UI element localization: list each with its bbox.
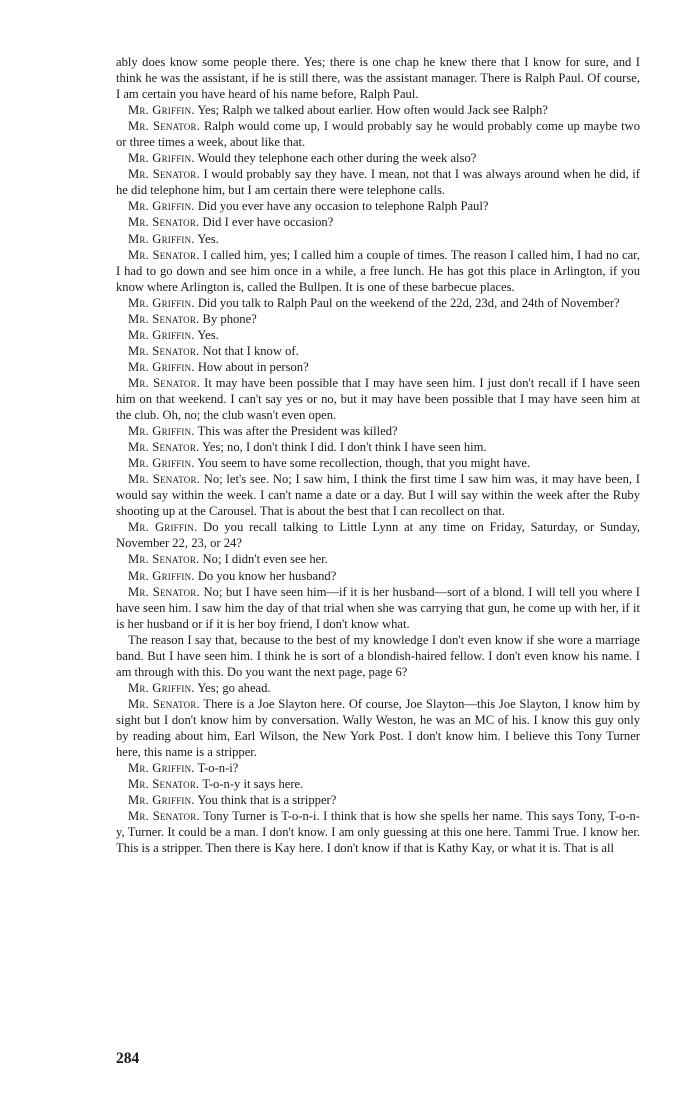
speaker-label: Mr. Senator. xyxy=(128,440,200,455)
speaker-label: Mr. Senator. xyxy=(128,215,200,230)
paragraph-text: Yes; go ahead. xyxy=(197,680,271,695)
paragraph-text: T-o-n-y it says here. xyxy=(202,777,304,792)
transcript-paragraph xyxy=(116,166,640,198)
paragraph-text: It may have been possible that I may have seen him. I just don't recall if I have seen him on that weekend. I can't say yes or no, but it may have been possible that I may have seen him at the club. Oh, no; the club wasn't even open. xyxy=(116,375,640,423)
paragraph-text: Yes; Ralph we talked about earlier. How often would Jack see Ralph? xyxy=(197,103,548,118)
paragraph-text: No; let's see. No; I saw him, I think the first time I saw him was, it may have been, I would say within the week. I can't name a date or a day. But I will say within the week after the Ruby shooting up at the Carousel. That is about the best that I can recollect on that. xyxy=(116,472,640,519)
transcript-paragraph xyxy=(116,54,640,102)
speaker-label: Mr. Senator. xyxy=(128,809,200,824)
paragraph-text: Would they telephone each other during the week also? xyxy=(197,151,477,166)
paragraph-text: Do you recall talking to Little Lynn at any time on Friday, Saturday, or Sunday, November 22, 23, or 24? xyxy=(116,520,640,551)
speaker-label: Mr. Griffin. xyxy=(128,680,195,695)
paragraph-text: By phone? xyxy=(202,311,257,326)
transcript-paragraph xyxy=(116,471,640,519)
speaker-label: Mr. Griffin. xyxy=(128,520,198,535)
speaker-label: Mr. Senator. xyxy=(128,375,201,390)
paragraph-text: This was after the President was killed? xyxy=(197,424,398,439)
paragraph-text: Not that I know of. xyxy=(202,343,299,358)
transcript-body xyxy=(116,54,640,856)
paragraph-text: Did you talk to Ralph Paul on the weekend of the 22d, 23d, and 24th of November? xyxy=(197,295,620,310)
page-number: 284 xyxy=(116,1050,140,1067)
transcript-paragraph xyxy=(116,551,640,567)
transcript-paragraph xyxy=(116,375,640,423)
paragraph-text: No; I didn't even see her. xyxy=(202,552,328,567)
transcript-paragraph xyxy=(116,311,640,327)
speaker-label: Mr. Senator. xyxy=(128,696,200,711)
speaker-label: Mr. Senator. xyxy=(128,584,200,599)
transcript-paragraph xyxy=(116,455,640,471)
speaker-label: Mr. Senator. xyxy=(128,552,200,567)
speaker-label: Mr. Senator. xyxy=(128,343,200,358)
transcript-paragraph xyxy=(116,439,640,455)
transcript-paragraph xyxy=(116,696,640,760)
transcript-paragraph xyxy=(116,632,640,680)
paragraph-text: There is a Joe Slayton here. Of course, Joe Slayton—this Joe Slayton, I know him by sight but I don't know him by conversation. Wally Weston, he was an MC of his. I know this guy only by reading about him, Earl Wilson, the New York Post. I don't know him. I believe this Tony Turner here, this name is a stripper. xyxy=(116,696,641,760)
transcript-paragraph xyxy=(116,247,640,295)
speaker-label: Mr. Griffin. xyxy=(128,151,195,166)
paragraph-text: I called him, yes; I called him a couple of times. The reason I called him, I had no car, I had to go down and see him once in a while, a free lunch. He has got this place in Arlington, if you know where Arlington is, called the Bullpen. It is one of these barbecue places. xyxy=(116,247,640,294)
paragraph-text: ably does know some people there. Yes; there is one chap he knew there that I know for sure, and I think he was the assistant, if he is still there, was the assistant manager. There is Ralph Paul. Of course, I am certain you have heard of his name before, Ralph Paul. xyxy=(116,55,640,102)
transcript-paragraph xyxy=(116,150,640,166)
paragraph-text: Tony Turner is T-o-n-i. I think that is how she spells her name. This says Tony, T-o-n-y, Turner. It could be a man. I don't know. I am only guessing at this one here. Tammi True. I know her. This is a stripper. Then there is Kay here. I don't know if that is Kathy Kay, or what it is. That is all xyxy=(116,809,640,856)
paragraph-text: Did you ever have any occasion to telephone Ralph Paul? xyxy=(197,199,489,214)
paragraph-text: Do you know her husband? xyxy=(197,568,337,583)
speaker-label: Mr. Senator. xyxy=(128,247,200,262)
transcript-paragraph xyxy=(116,568,640,584)
paragraph-text: Yes; no, I don't think I did. I don't think I have seen him. xyxy=(202,440,487,455)
paragraph-text: How about in person? xyxy=(197,359,309,374)
transcript-paragraph xyxy=(116,680,640,696)
speaker-label: Mr. Senator. xyxy=(128,311,200,326)
transcript-paragraph xyxy=(116,519,640,551)
transcript-paragraph xyxy=(116,423,640,439)
speaker-label: Mr. Griffin. xyxy=(128,761,195,776)
transcript-paragraph xyxy=(116,102,640,118)
transcript-paragraph xyxy=(116,792,640,808)
transcript-paragraph xyxy=(116,760,640,776)
transcript-paragraph xyxy=(116,584,640,632)
speaker-label: Mr. Griffin. xyxy=(128,295,195,310)
transcript-paragraph xyxy=(116,295,640,311)
speaker-label: Mr. Griffin. xyxy=(128,424,195,439)
transcript-paragraph xyxy=(116,343,640,359)
transcript-paragraph xyxy=(116,214,640,230)
paragraph-text: T-o-n-i? xyxy=(197,761,239,776)
paragraph-text: The reason I say that, because to the best of my knowledge I don't even know if she wore a marriage band. But I have seen him. I think he is sort of a blondish-haired fellow. I don't even know his name. I am through with this. Do you want the next page, page 6? xyxy=(116,632,640,679)
paragraph-text: Ralph would come up, I would probably say he would probably come up maybe two or three times a week, about like that. xyxy=(116,119,640,150)
transcript-paragraph xyxy=(116,808,640,856)
paragraph-text: Yes. xyxy=(197,327,219,342)
paragraph-text: Did I ever have occasion? xyxy=(202,215,334,230)
paragraph-text: I would probably say they have. I mean, not that I was always around when he did, if he did telephone him, but I am certain there were telephone calls. xyxy=(116,167,640,198)
paragraph-text: No; but I have seen him—if it is her husband—sort of a blond. I will tell you where I have seen him. I saw him the day of that trial when she was carrying that gun, he come up with her, if it is her husband or if it is her boy friend, I don't know what. xyxy=(116,584,641,631)
speaker-label: Mr. Senator. xyxy=(128,167,200,182)
paragraph-text: You seem to have some recollection, though, that you might have. xyxy=(197,456,531,471)
transcript-paragraph xyxy=(116,327,640,343)
speaker-label: Mr. Senator. xyxy=(128,472,200,487)
speaker-label: Mr. Senator. xyxy=(128,119,201,134)
speaker-label: Mr. Griffin. xyxy=(128,199,195,214)
speaker-label: Mr. Griffin. xyxy=(128,793,195,808)
transcript-paragraph xyxy=(116,118,640,150)
speaker-label: Mr. Griffin. xyxy=(128,231,195,246)
transcript-paragraph xyxy=(116,359,640,375)
paragraph-text: You think that is a stripper? xyxy=(197,793,337,808)
transcript-paragraph xyxy=(116,198,640,214)
speaker-label: Mr. Senator. xyxy=(128,777,200,792)
paragraph-text: Yes. xyxy=(197,231,219,246)
speaker-label: Mr. Griffin. xyxy=(128,103,195,118)
speaker-label: Mr. Griffin. xyxy=(128,359,195,374)
transcript-paragraph xyxy=(116,776,640,792)
speaker-label: Mr. Griffin. xyxy=(128,456,195,471)
transcript-paragraph xyxy=(116,231,640,247)
speaker-label: Mr. Griffin. xyxy=(128,568,195,583)
speaker-label: Mr. Griffin. xyxy=(128,327,195,342)
